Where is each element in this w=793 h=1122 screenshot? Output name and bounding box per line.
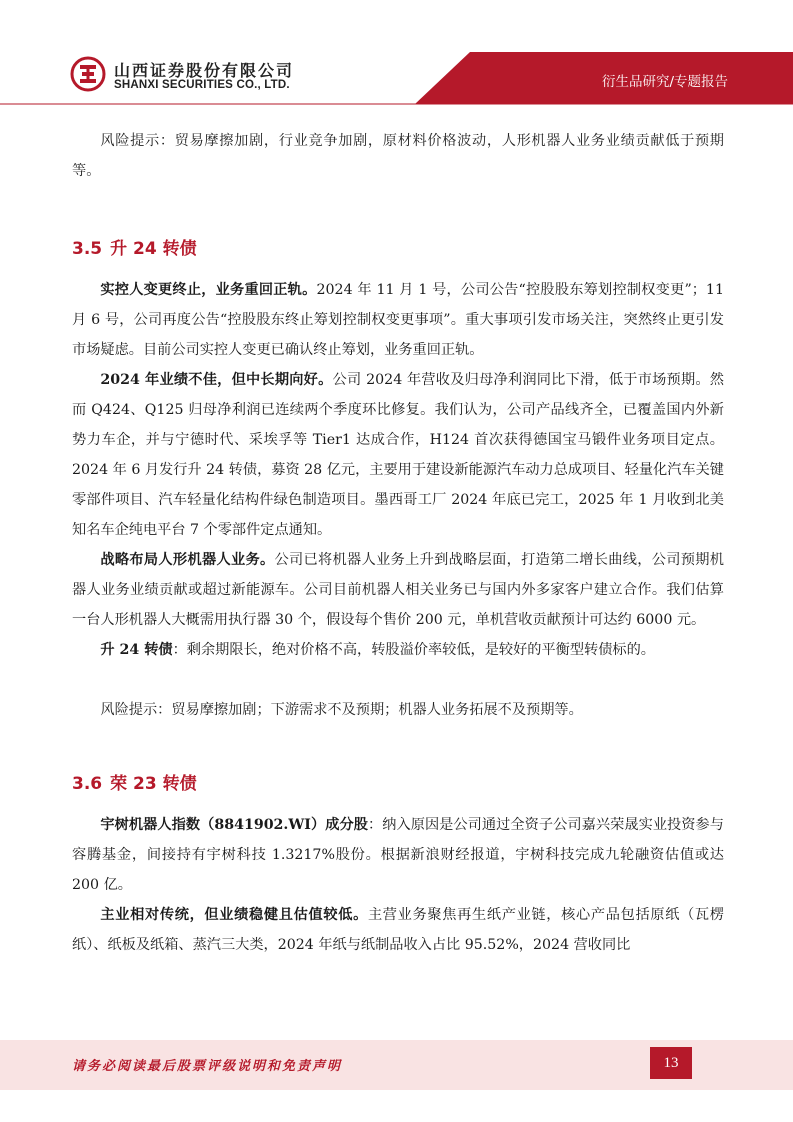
paragraph-text: ：剩余期限长，绝对价格不高，转股溢价率较低，是较好的平衡型转债标的。 bbox=[172, 642, 655, 658]
paragraph-lead: 实控人变更终止，业务重回正轨。 bbox=[100, 282, 317, 298]
paragraph-text: 2024 年 11 月 1 号，公司公告“控股股东筹划控制权变更”；11 月 6 号，公司再度公告“控股股东终止筹划控制权变更事项”。重大事项引发市场关注，突然终止更引发市场疑虑。目前公司实控人变更已确认终止筹划，业务重回正轨。 bbox=[72, 282, 724, 358]
paragraph-text: 公司已将机器人业务上升到战略层面，打造第二增长曲线，公司预期机器人业务业绩贡献或超过新能源车。公司目前机器人相关业务已与国内外多家客户建立合作。我们估算一台人形机器人大概需用执行器 30 个，假设每个售价 200 元，单机营收贡献预计可达约 6000 元。 bbox=[72, 552, 724, 628]
page-header bbox=[0, 0, 793, 110]
paragraph bbox=[72, 365, 724, 545]
paragraph-lead: 主业相对传统，但业绩稳健且估值较低。 bbox=[100, 907, 368, 923]
section-title: 升 24 转债 bbox=[110, 239, 197, 259]
paragraph-text: 主营业务聚焦再生纸产业链，核心产品包括原纸（瓦楞纸）、纸板及纸箱、蒸汽三大类，2024 年纸与纸制品收入占比 95.52%，2024 营收同比 bbox=[72, 907, 724, 953]
paragraph bbox=[72, 545, 724, 635]
document-body bbox=[72, 122, 724, 960]
footer-disclaimer: 请务必阅读最后股票评级说明和免责声明 bbox=[72, 1059, 343, 1074]
paragraph-lead: 战略布局人形机器人业务。 bbox=[100, 552, 275, 568]
company-name-en: SHANXI SECURITIES CO., LTD. bbox=[114, 79, 290, 91]
risk-warning-previous: 风险提示：贸易摩擦加剧，行业竞争加剧，原材料价格波动，人形机器人业务业绩贡献低于预期等。 bbox=[72, 133, 724, 179]
paragraph-text: 公司 2024 年营收及归母净利润同比下滑，低于市场预期。然而 Q424、Q125 归母净利润已连续两个季度环比修复。我们认为，公司产品线齐全，已覆盖国内外新势力车企，并与宁德时代、采埃孚等 Tier1 达成合作，H124 首次获得德国宝马锻件业务项目定点。2024 年 6 月发行升 24 转债，募资 28 亿元，主要用于建设新能源汽车动力总成项目、轻量化汽车关键零部件项目、汽车轻量化结构件绿色制造项目。墨西哥工厂 2024 年底已完工，2025 年 1 月收到北美知名车企纯电平台 7 个零部件定点通知。 bbox=[72, 372, 724, 538]
paragraph bbox=[72, 810, 724, 900]
section-number: 3.5 bbox=[72, 239, 103, 259]
paragraph-lead: 宇树机器人指数（8841902.WI）成分股 bbox=[100, 817, 368, 833]
company-logo-icon bbox=[70, 56, 106, 92]
paragraph bbox=[72, 275, 724, 365]
report-type-label: 衍生品研究/专题报告 bbox=[601, 74, 729, 90]
paragraph bbox=[72, 635, 724, 665]
paragraph-text: ：纳入原因是公司通过全资子公司嘉兴荣晟实业投资参与容腾基金，间接持有宇树科技 1.3217%股份。根据新浪财经报道，宇树科技完成九轮融资估值或达 200 亿。 bbox=[72, 817, 724, 893]
header-band bbox=[0, 0, 793, 110]
section-heading-3-5 bbox=[72, 234, 724, 264]
section-number: 3.6 bbox=[72, 774, 103, 794]
risk-warning: 风险提示：贸易摩擦加剧；下游需求不及预期；机器人业务拓展不及预期等。 bbox=[100, 702, 583, 718]
section-title: 荣 23 转债 bbox=[110, 774, 197, 794]
company-name-cn: 山西证券股份有限公司 bbox=[114, 61, 295, 80]
page-number: 13 bbox=[650, 1047, 692, 1079]
section-heading-3-6 bbox=[72, 769, 724, 799]
paragraph bbox=[72, 900, 724, 960]
paragraph-lead: 升 24 转债 bbox=[100, 642, 173, 658]
paragraph-lead: 2024 年业绩不佳，但中长期向好。 bbox=[100, 372, 333, 388]
